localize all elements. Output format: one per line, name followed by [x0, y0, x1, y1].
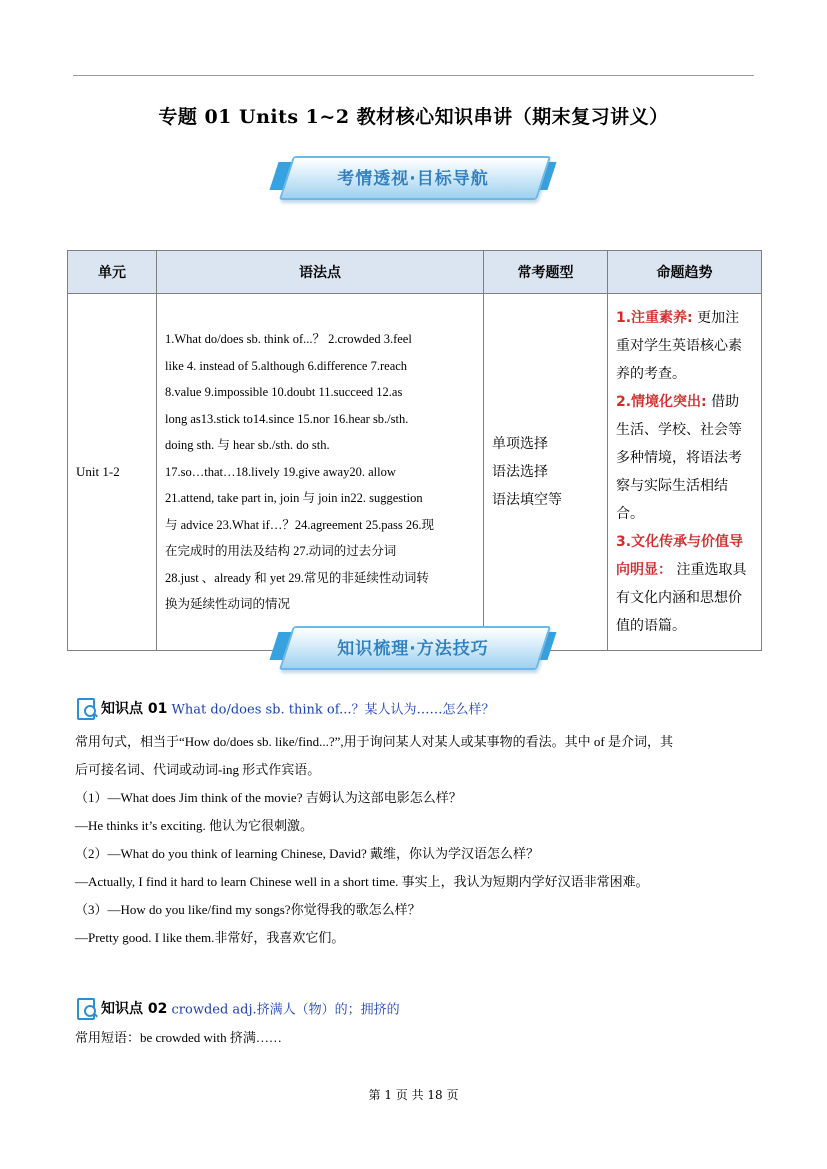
question-type: 单项选择 — [492, 436, 548, 452]
body-line: —Actually, I find it hard to learn Chinese well in a short time. 事实上，我认为短期内学好汉语非常困难。 — [75, 874, 649, 889]
page-footer: 第 1 页 共 18 页 — [368, 1088, 459, 1102]
knowledge-point-heading — [75, 697, 494, 719]
body-line: （2）—What do you think of learning Chinese, David? 戴维，你认为学汉语怎么样？ — [75, 846, 539, 861]
question-types-cell — [484, 294, 608, 651]
header-unit: 单元 — [68, 251, 157, 294]
grammar-line: 17.so…that…18.lively 19.give away20. allow — [165, 464, 396, 479]
trend-item — [616, 304, 753, 388]
knowledge-point-topic: crowded adj.挤满人（物）的；拥挤的 — [167, 1002, 400, 1018]
section-banner-knowledge — [274, 622, 552, 670]
header-rule — [73, 75, 754, 76]
body-line: —He thinks it’s exciting. 他认为它很刺激。 — [75, 818, 313, 833]
grammar-line: doing sth. 与 hear sb./sth. do sth. — [165, 438, 330, 453]
body-line: 常用句式，相当于“How do/does sb. like/find...?”,用于询问某人对某人或某事物的看法。其中 of 是介词，其 — [75, 734, 673, 749]
knowledge-point-topic: What do/does sb. think of...？某人认为……怎么样？ — [167, 702, 495, 718]
grammar-line: 21.attend, take part in, join 与 join in22. suggestion — [165, 491, 423, 506]
body-line: 常用短语：be crowded with 挤满…… — [75, 1030, 282, 1045]
banner-label: 考情透视·目标导航 — [337, 169, 489, 189]
trend-text: 借助生活、学校、社会等多种情境，将语法考察与实际生活相结合。 — [616, 394, 742, 522]
trend-text: 更加注重对学生英语核心素养的考查。 — [616, 310, 742, 382]
document-search-icon — [75, 997, 97, 1019]
banner-label: 知识梳理·方法技巧 — [337, 639, 489, 659]
header-question-type: 常考题型 — [484, 251, 608, 294]
grammar-line: 1.What do/does sb. think of...？ 2.crowded 3.feel — [165, 332, 412, 347]
grammar-line: 换为延续性动词的情况 — [165, 597, 291, 612]
trend-heading: 2.情境化突出: — [616, 394, 707, 410]
body-line: （3）—How do you like/find my songs?你觉得我的歌怎么样？ — [75, 902, 421, 917]
trend-heading: 3.文化传承与价值导向明显： — [616, 534, 744, 578]
grammar-line: 在完成时的用法及结构 27.动词的过去分词 — [165, 544, 397, 559]
knowledge-point-heading — [75, 997, 400, 1019]
trend-item — [616, 528, 753, 640]
grammar-line: like 4. instead of 5.although 6.difference 7.reach — [165, 358, 408, 373]
knowledge-point-label: 知识点 01 — [101, 701, 168, 717]
knowledge-point-body — [75, 728, 755, 952]
unit-cell: Unit 1-2 — [68, 294, 157, 651]
document-search-icon — [75, 697, 97, 719]
grammar-line: 8.value 9.impossible 10.doubt 11.succeed 12.as — [165, 385, 403, 400]
body-line: （1）—What does Jim think of the movie? 吉姆认为这部电影怎么样？ — [75, 790, 462, 805]
grammar-line: 28.just 、already 和 yet 29.常见的非延续性动词转 — [165, 570, 429, 585]
table-header-row — [68, 251, 762, 294]
section-banner-exam-analysis — [274, 152, 552, 200]
trends-cell — [608, 294, 762, 651]
knowledge-point-label: 知识点 02 — [101, 1001, 168, 1017]
question-type: 语法选择 — [492, 464, 548, 480]
body-line: —Pretty good. I like them.非常好，我喜欢它们。 — [75, 930, 345, 945]
page-title: 专题 01 Units 1~2 教材核心知识串讲（期末复习讲义） — [158, 106, 669, 128]
trend-item — [616, 388, 753, 528]
knowledge-point-body — [75, 1024, 755, 1052]
trend-text: 注重选取具有文化内涵和思想价值的语篇。 — [616, 562, 747, 634]
grammar-line: long as13.stick to14.since 15.nor 16.hear sb./sth. — [165, 411, 409, 426]
body-line: 后可接名词、代词或动词-ing 形式作宾语。 — [75, 762, 321, 777]
overview-table — [67, 250, 762, 651]
grammar-line: 与 advice 23.What if…？24.agreement 25.pass 26.现 — [165, 517, 435, 532]
header-grammar: 语法点 — [157, 251, 484, 294]
header-trend: 命题趋势 — [608, 251, 762, 294]
trend-heading: 1.注重素养: — [616, 310, 693, 326]
grammar-points-cell — [157, 294, 484, 651]
table-row — [68, 294, 762, 651]
question-type: 语法填空等 — [492, 492, 562, 508]
